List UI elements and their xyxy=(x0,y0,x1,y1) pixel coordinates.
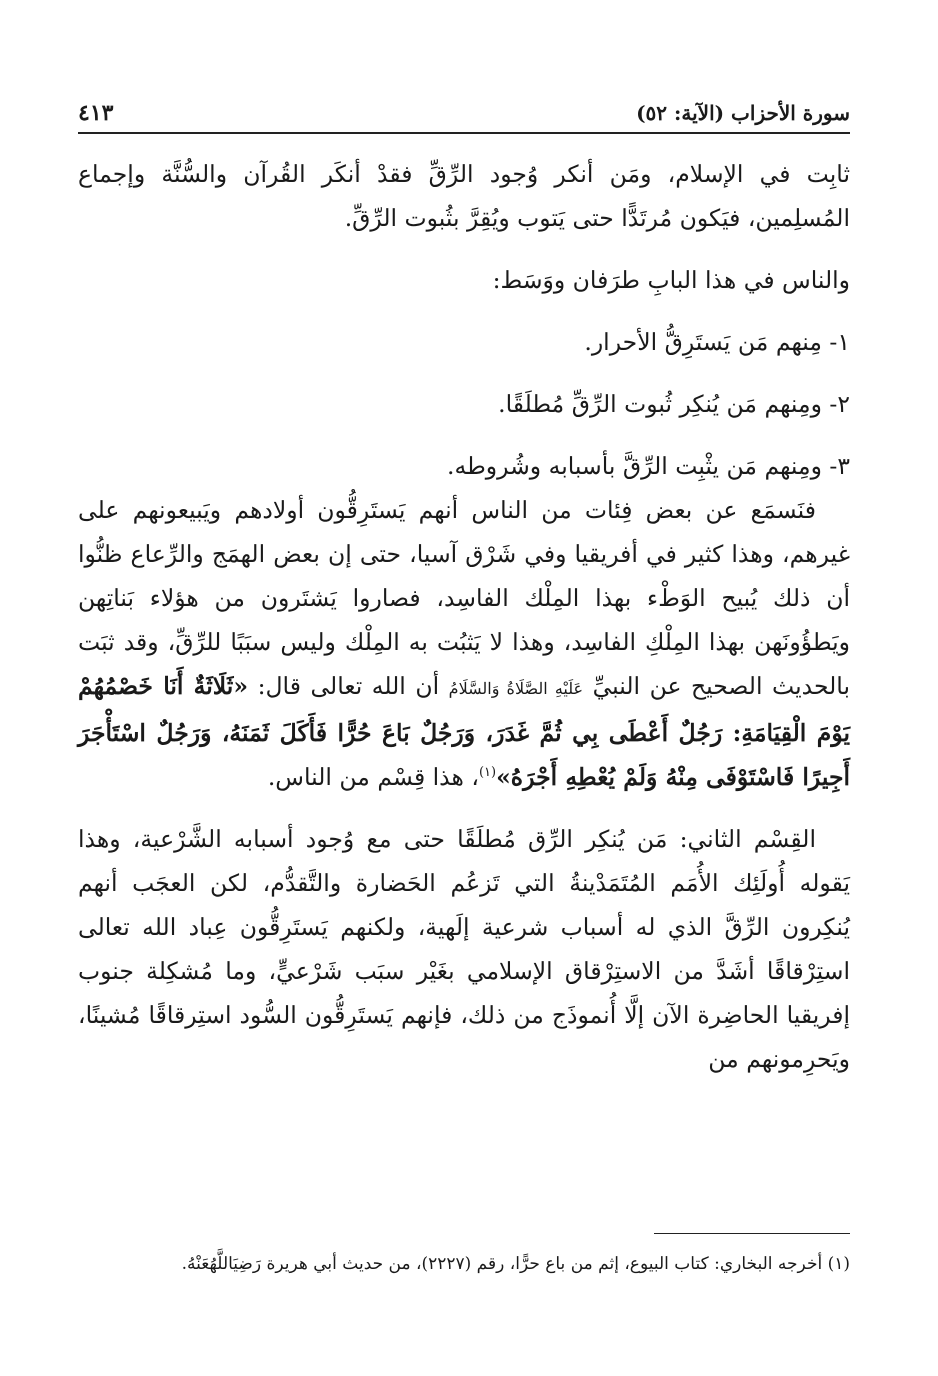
paragraph-text: فنَسمَع عن بعض فِئات من الناس أنهم يَستَرِقُّون أولادهم ويَبيعونهم على غيرهم، وهذا كثير في أفريقيا وفي شَرْق آسيا، حتى إن بعض الهمَج والرِّعاع ظنُّوا أن ذلك يُبيح الوَطْء بهذا المِلْك الفاسِد، فصاروا يَشتَرون من هؤلاء بَناتِهن ويَطؤُونَهن بهذا المِلْكِ الفاسِد، وهذا لا يَثبُت به المِلْك وليس سبَبًا للرِّقِّ، وقد ثبَت بالحديث الصحيح عن النبيِّ xyxy=(78,496,850,700)
page-number: ٤١٣ xyxy=(78,100,114,126)
footnote-reference: (١) xyxy=(478,765,497,781)
paragraph-text: ، هذا قِسْم من الناس. xyxy=(267,763,479,791)
footnote-divider xyxy=(654,1233,850,1234)
hadith-quote: «ثَلَاثَةٌ أَنَا خَصْمُهُمْ يَوْمَ الْقِيَامَةِ: رَجُلٌ أَعْطَى بِي ثُمَّ غَدَرَ، وَرَجُلٌ بَاعَ حُرًّا فَأَكَلَ ثَمَنَهُ، وَرَجُلٌ اسْتَأْجَرَ أَجِيرًا فَاسْتَوْفَى مِنْهُ وَلَمْ يُعْطِهِ أَجْرَهُ» xyxy=(78,672,850,791)
paragraph-continuation: ثابِت في الإسلام، ومَن أنكر وُجود الرِّقِّ فقدْ أنكَر القُرآن والسُّنَّة وإجماع المُسلِمين، فيَكون مُرتَدًّا حتى يَتوب ويُقِرَّ بثُبوت الرِّقِّ. xyxy=(78,160,850,232)
main-text xyxy=(78,152,850,1081)
footnote: (١) أخرجه البخاري: كتاب البيوع، إثم من باع حرًّا، رقم (٢٢٢٧)، من حديث أبي هريرة رَضِيَاللَّهُعَنْهُ. xyxy=(181,1254,850,1274)
list-item-3: ٣- ومِنهم مَن يثْبِت الرِّقَّ بأسبابه وشُروطه. xyxy=(447,452,850,480)
paragraph-first-category xyxy=(78,488,850,799)
paragraph-second-category: القِسْم الثاني: مَن يُنكِر الرِّق مُطلَقًا حتى مع وُجود أسبابه الشَّرْعية، وهذا يَقوله أُولَئِك الأُمَم المُتَمَدْينةُ التي تَزعُم الحَضارة والتَّقدُّم، لكن العجَب أنهم يُنكِرون الرِّقَّ الذي له أسباب شرعية إلَهية، ولكنهم يَستَرِقُّون عِباد الله تعالى استِرْقاقًا أشَدَّ من الاستِرْقاق الإسلامي بغَيْر سبَب شَرْعيٍّ، وما مُشكِلة جنوب إفريقيا الحاضِرة الآن إلَّا أُنموذَج من ذلك، فإنهم يَستَرِقُّون السُّود استِرقاقًا مُشينًا، ويَحرِمونهم من xyxy=(78,825,850,1073)
paragraph-text: أن الله تعالى قال: xyxy=(257,672,440,700)
page-header xyxy=(78,96,850,126)
list-item-1: ١- مِنهم مَن يَستَرِقُّ الأحرار. xyxy=(584,328,850,356)
running-title: سورة الأحزاب (الآية: ٥٢) xyxy=(636,101,850,125)
header-divider xyxy=(78,132,850,134)
honorific: عَلَيْهِ الصَّلَاةُ وَالسَّلَامُ xyxy=(448,679,584,698)
paragraph-categories-intro: والناس في هذا البابِ طرَفان ووَسَط: xyxy=(492,266,850,294)
document-page xyxy=(78,96,850,1336)
list-item-2: ٢- ومِنهم مَن يُنكِر ثُبوت الرِّقِّ مُطلَقًا. xyxy=(498,390,850,418)
